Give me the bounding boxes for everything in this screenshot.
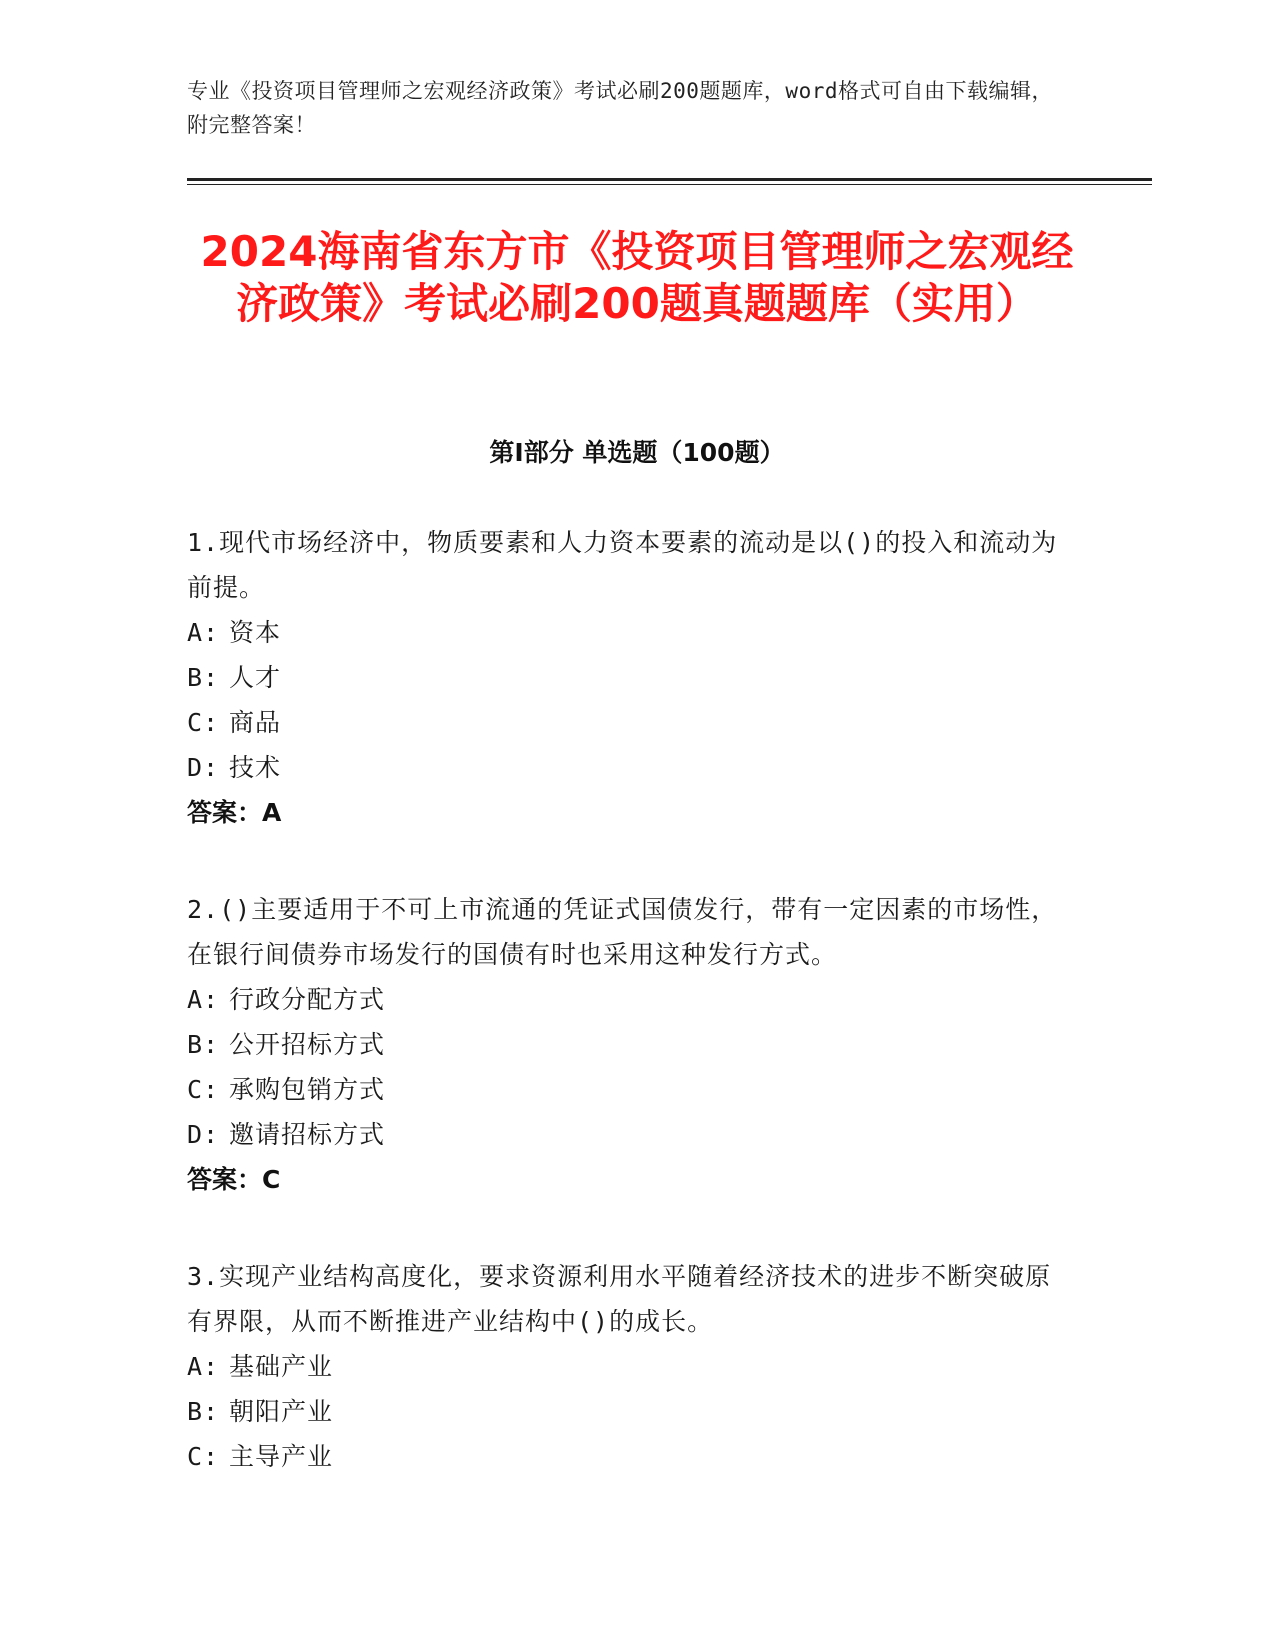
option-key: A: <box>187 618 220 647</box>
option-text: 基础产业 <box>229 1352 334 1381</box>
option-text: 人才 <box>229 663 282 692</box>
question-list <box>187 520 1067 1531</box>
option-key: B: <box>187 1030 220 1059</box>
question-3 <box>187 1254 1067 1479</box>
option-b <box>187 1389 1067 1434</box>
header-divider-thick <box>187 178 1152 181</box>
option-text: 公开招标方式 <box>229 1030 386 1059</box>
header-divider-thin <box>187 184 1152 185</box>
option-key: C: <box>187 1075 220 1104</box>
option-key: D: <box>187 753 220 782</box>
option-key: C: <box>187 708 220 737</box>
option-text: 技术 <box>229 753 282 782</box>
option-text: 主导产业 <box>229 1442 334 1471</box>
option-a <box>187 1344 1067 1389</box>
option-key: A: <box>187 1352 220 1381</box>
option-c <box>187 700 1067 745</box>
option-text: 朝阳产业 <box>229 1397 334 1426</box>
header-note: 专业《投资项目管理师之宏观经济政策》考试必刷200题题库，word格式可自由下载编辑，附完整答案！ <box>187 79 1053 137</box>
document-title: 2024海南省东方市《投资项目管理师之宏观经济政策》考试必刷200题真题题库（实用） <box>200 227 1074 328</box>
option-key: B: <box>187 663 220 692</box>
option-a <box>187 610 1067 655</box>
section-title: 第Ⅰ部分 单选题（100题） <box>489 438 785 467</box>
option-key: D: <box>187 1120 220 1149</box>
option-d <box>187 1112 1067 1157</box>
option-key: B: <box>187 1397 220 1426</box>
answer-line: 答案：A <box>187 798 282 827</box>
option-key: A: <box>187 985 220 1014</box>
option-b <box>187 1022 1067 1067</box>
question-1 <box>187 520 1067 835</box>
option-text: 行政分配方式 <box>229 985 386 1014</box>
option-b <box>187 655 1067 700</box>
question-stem: 1.现代市场经济中，物质要素和人力资本要素的流动是以()的投入和流动为前提。 <box>187 528 1058 602</box>
question-stem: 3.实现产业结构高度化，要求资源利用水平随着经济技术的进步不断突破原有界限，从而不断推进产业结构中()的成长。 <box>187 1262 1052 1336</box>
option-c <box>187 1067 1067 1112</box>
question-2 <box>187 887 1067 1202</box>
option-key: C: <box>187 1442 220 1471</box>
option-d <box>187 745 1067 790</box>
answer-line: 答案：C <box>187 1165 281 1194</box>
option-text: 资本 <box>229 618 282 647</box>
option-c <box>187 1434 1067 1479</box>
option-text: 承购包销方式 <box>229 1075 386 1104</box>
question-stem: 2.()主要适用于不可上市流通的凭证式国债发行，带有一定因素的市场性，在银行间债券市场发行的国债有时也采用这种发行方式。 <box>187 895 1058 969</box>
option-a <box>187 977 1067 1022</box>
option-text: 邀请招标方式 <box>229 1120 386 1149</box>
option-text: 商品 <box>229 708 282 737</box>
